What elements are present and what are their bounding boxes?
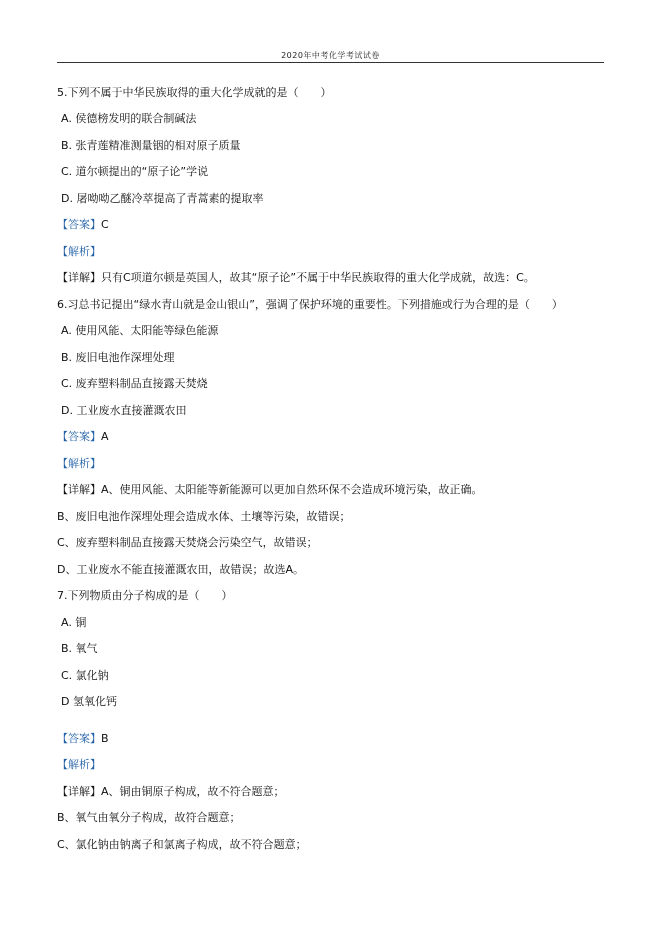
q5-option-d: D. 屠呦呦乙醚冷萃提高了青蒿素的提取率 — [61, 192, 264, 205]
q6-option-a: A. 使用风能、太阳能等绿色能源 — [61, 324, 219, 337]
answer-tag: 【答案】 — [57, 732, 101, 745]
q7-answer — [57, 732, 109, 746]
q5-option-b: B. 张青莲精准测量铟的相对原子质量 — [61, 139, 241, 152]
q6-option-d: D. 工业废水直接灌溉农田 — [61, 404, 187, 417]
q7-detail-text: A、铜由铜原子构成，故不符合题意； — [101, 785, 285, 798]
q6-answer-value: A — [101, 430, 109, 443]
q7-answer-value: B — [101, 732, 109, 745]
analysis-tag: 【解析】 — [57, 245, 101, 258]
detail-tag: 【详解】 — [57, 483, 101, 496]
q6-detail-c: C、废弃塑料制品直接露天焚烧会污染空气，故错误； — [57, 536, 318, 549]
q7-option-a: A. 铜 — [61, 616, 87, 629]
q7-detail-c: C、氯化钠由钠离子和氯离子构成，故不符合题意； — [57, 838, 307, 851]
q7-option-c: C. 氯化钠 — [61, 669, 109, 682]
q6-detail-text: A、使用风能、太阳能等新能源可以更加自然环保不会造成环境污染，故正确。 — [101, 483, 483, 496]
q6-answer — [57, 430, 109, 444]
q6-detail-d: D、工业废水不能直接灌溉农田，故错误；故选A。 — [57, 563, 304, 576]
q6-detail — [57, 483, 483, 497]
q5-option-c: C. 道尔顿提出的“原子论”学说 — [61, 165, 209, 178]
answer-tag: 【答案】 — [57, 430, 101, 443]
q6-detail-b: B、废旧电池作深埋处理会造成水体、土壤等污染，故错误； — [57, 510, 351, 523]
q7-detail — [57, 785, 285, 799]
analysis-tag: 【解析】 — [57, 457, 101, 470]
q7-option-d: D 氢氧化钙 — [61, 695, 117, 708]
q6-option-b: B. 废旧电池作深埋处理 — [61, 351, 175, 364]
q7-option-b: B. 氧气 — [61, 642, 98, 655]
detail-tag: 【详解】 — [57, 271, 101, 284]
q7-analysis — [57, 758, 101, 772]
q5-analysis — [57, 245, 101, 259]
q5-answer-value: C — [101, 218, 109, 231]
q5-detail-text: 只有C项道尔顿是英国人，故其“原子论”不属于中华民族取得的重大化学成就，故选：C。 — [101, 271, 535, 284]
page-header-title: 2020年中考化学考试试卷 — [281, 51, 380, 60]
header-divider — [57, 62, 604, 63]
detail-tag: 【详解】 — [57, 785, 101, 798]
q5-detail — [57, 271, 535, 285]
q7-detail-b: B、氧气由氧分子构成，故符合题意； — [57, 811, 241, 824]
q6-analysis — [57, 457, 101, 471]
q6-stem: 6.习总书记提出“绿水青山就是金山银山”，强调了保护环境的重要性。下列措施或行为合理的是（ ） — [57, 298, 563, 311]
q5-option-a: A. 侯德榜发明的联合制碱法 — [61, 112, 197, 125]
answer-tag: 【答案】 — [57, 218, 101, 231]
q7-stem: 7.下列物质由分子构成的是（ ） — [57, 589, 233, 602]
q5-answer — [57, 218, 109, 232]
q5-stem: 5.下列不属于中华民族取得的重大化学成就的是（ ） — [57, 86, 332, 99]
q6-option-c: C. 废弃塑料制品直接露天焚烧 — [61, 377, 208, 390]
analysis-tag: 【解析】 — [57, 758, 101, 771]
